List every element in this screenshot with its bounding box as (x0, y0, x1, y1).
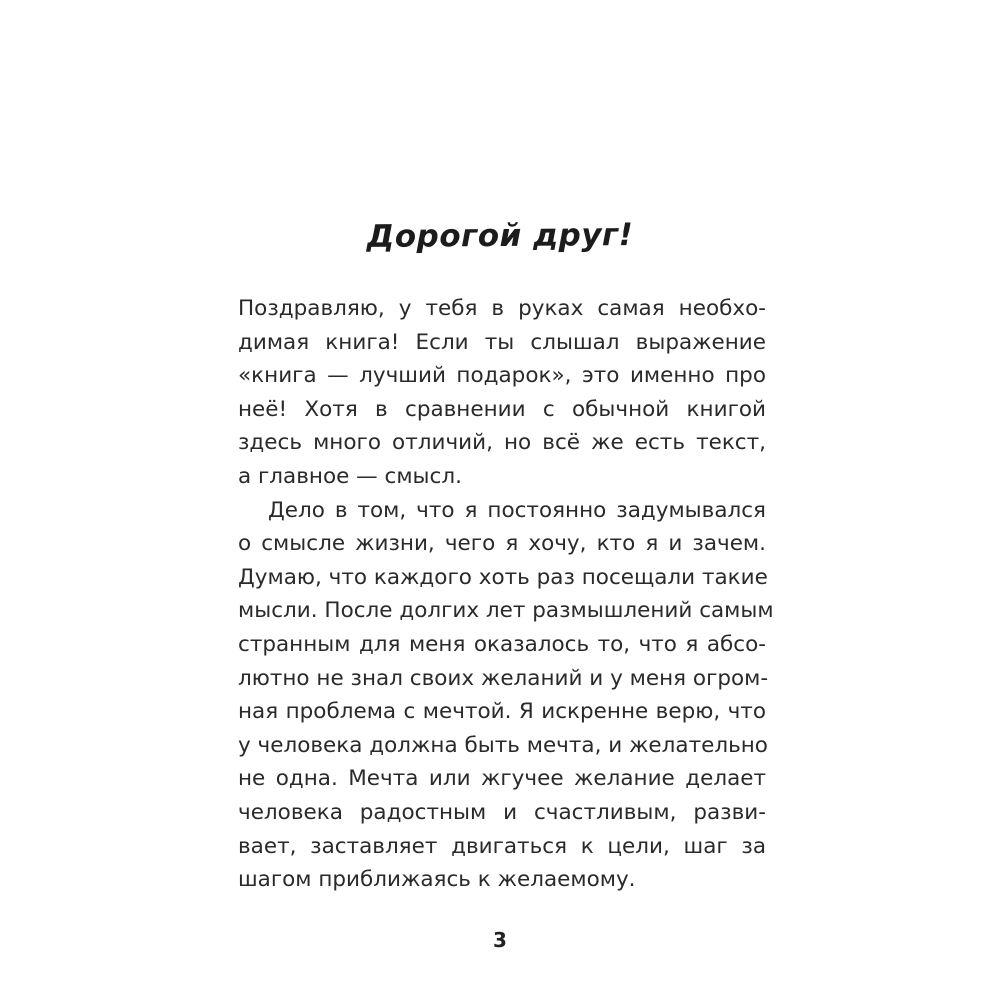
text-line: о смысле жизни, чего я хочу, кто я и зачем. (238, 531, 766, 557)
text-line: вает, заставляет двигаться к цели, шаг за (238, 833, 766, 859)
text-line: неё! Хотя в сравнении с обычной книгой (238, 396, 766, 422)
text-line: не одна. Мечта или жгучее желание делает (238, 766, 766, 792)
page-heading: Дорогой друг! (366, 217, 634, 255)
text-line: а главное — смысл. (238, 463, 462, 489)
text-line: человека радостным и счастливым, разви- (238, 799, 766, 825)
text-line: Дело в том, что я постоянно задумывался (268, 497, 766, 523)
text-line: «книга — лучший подарок», это именно про (238, 363, 766, 389)
page-number: 3 (493, 928, 507, 952)
text-line: Думаю, что каждого хоть раз посещали такие (238, 564, 768, 590)
text-line: мысли. После долгих лет размышлений самым (238, 598, 774, 624)
body-text (238, 292, 774, 897)
text-line: здесь много отличий, но всё же есть текст, (238, 430, 766, 456)
text-line: ная проблема с мечтой. Я искренне верю, что (238, 699, 766, 725)
text-line: Поздравляю, у тебя в руках самая необхо- (238, 296, 766, 321)
text-line: димая книга! Если ты слышал выражение (238, 329, 766, 355)
text-line: странным для меня оказалось то, что я абсо- (238, 631, 766, 657)
text-line: у человека должна быть мечта, и желательно (238, 732, 768, 758)
text-line: шагом приближаясь к желаемому. (238, 867, 636, 893)
text-line: лютно не знал своих желаний и у меня огром- (238, 665, 769, 691)
